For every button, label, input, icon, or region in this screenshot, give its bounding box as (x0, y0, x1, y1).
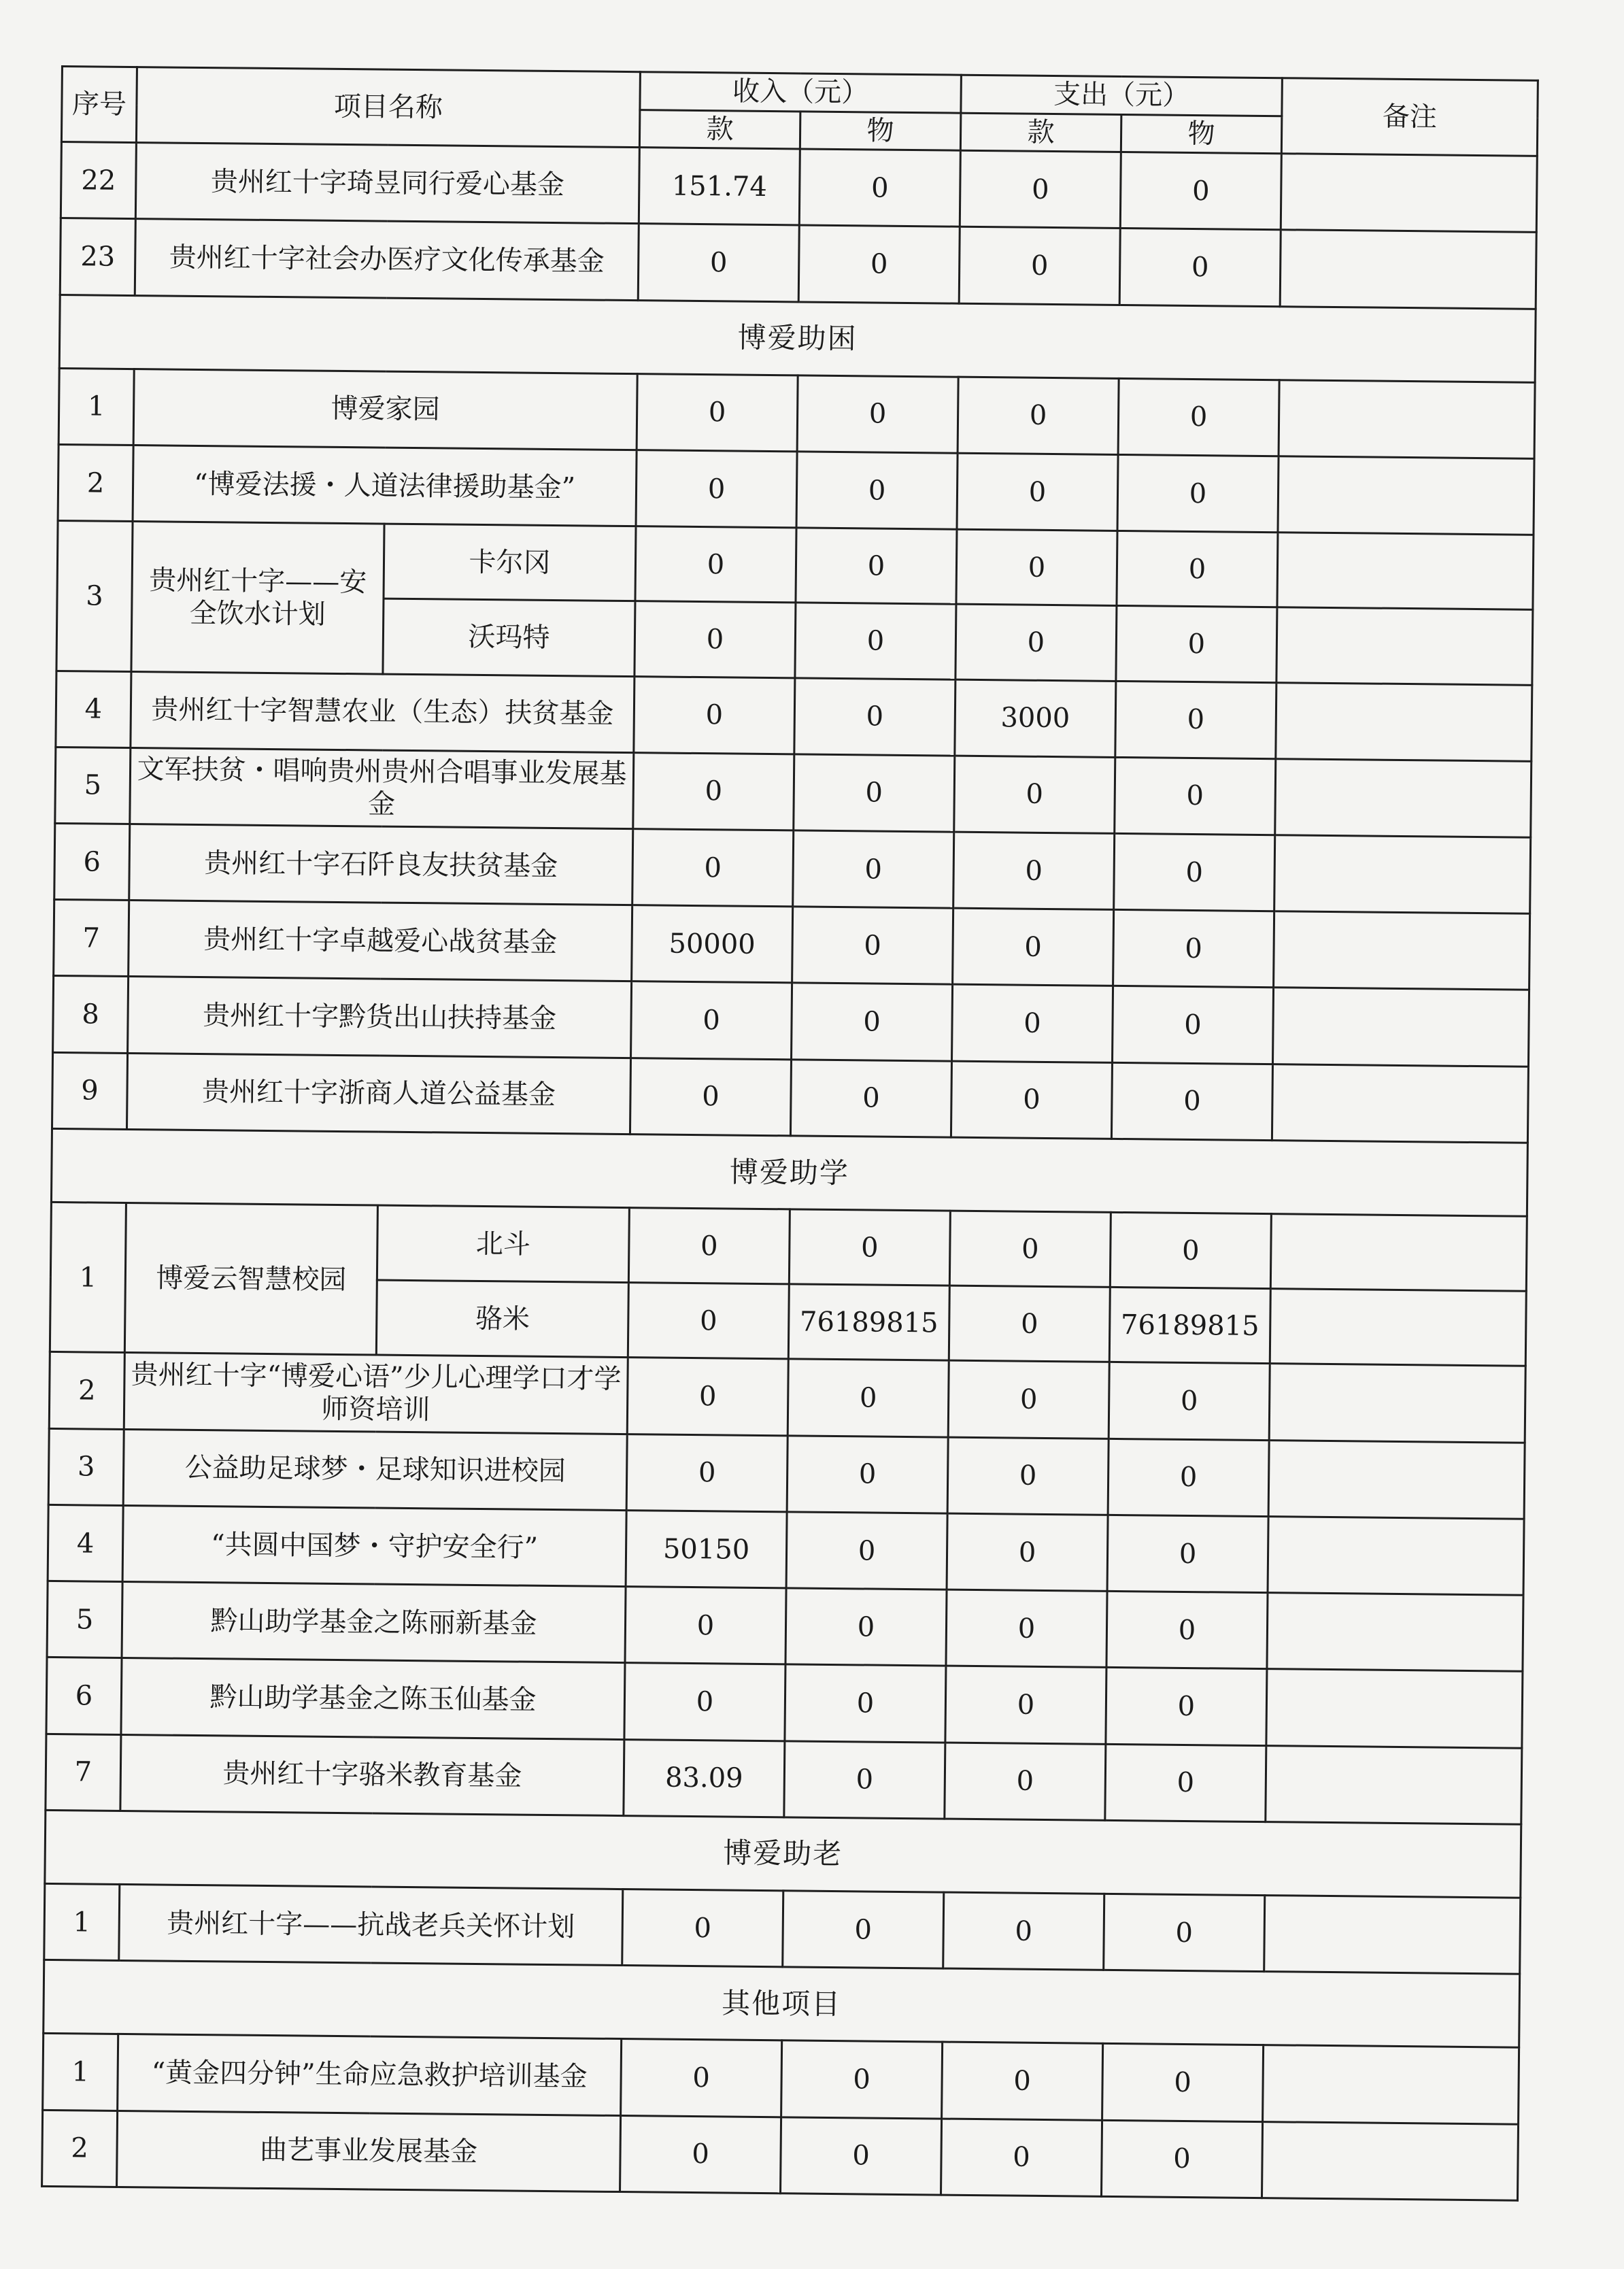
table-row (47, 1581, 1523, 1672)
row-project-name: 博爱家园 (133, 369, 637, 450)
remark-cell (1269, 1364, 1525, 1443)
row-project-name: 贵州红十字社会办医疗文化传承基金 (135, 219, 639, 300)
row-project-name: 贵州红十字卓越爱心战贫基金 (129, 901, 632, 981)
row-seq: 6 (54, 824, 130, 901)
table-row (49, 1352, 1525, 1443)
expense-cash-value: 0 (947, 1437, 1109, 1515)
income-goods-value: 0 (797, 375, 958, 453)
section-heading-row (59, 295, 1536, 382)
expense-goods-value: 0 (1102, 2044, 1264, 2121)
income-cash-value: 0 (620, 2115, 781, 2194)
row-project-name: 贵州红十字“博爱心语”少儿心理学口才学师资培训 (124, 1353, 628, 1434)
expense-cash-value: 0 (953, 908, 1114, 986)
row-seq: 2 (42, 2110, 118, 2187)
table-row (53, 976, 1529, 1066)
income-cash-value: 0 (633, 752, 794, 830)
income-goods-value: 76189815 (788, 1284, 949, 1360)
remark-cell (1275, 759, 1532, 838)
row-seq: 3 (48, 1428, 124, 1505)
expense-goods-value: 0 (1111, 1062, 1272, 1140)
income-cash-value: 50000 (632, 905, 793, 983)
expense-cash-value: 0 (945, 1666, 1106, 1743)
table-row (42, 2110, 1519, 2200)
income-cash-value: 151.74 (639, 148, 800, 225)
expense-goods-value: 0 (1101, 2120, 1262, 2198)
row-project-name: 贵州红十字——抗战老兵关怀计划 (119, 1884, 623, 1965)
table-row (46, 1658, 1523, 1748)
income-cash-value: 0 (632, 829, 794, 907)
expense-cash-value: 0 (954, 756, 1115, 833)
income-cash-value: 0 (630, 1058, 791, 1135)
row-seq: 1 (58, 368, 134, 445)
remark-cell (1276, 682, 1532, 761)
income-cash-value: 0 (635, 601, 796, 677)
remark-cell (1276, 607, 1533, 685)
row-seq: 8 (53, 976, 129, 1053)
header-expense-goods: 物 (1121, 114, 1282, 154)
income-cash-value: 0 (637, 373, 798, 451)
income-cash-value: 0 (627, 1358, 788, 1435)
income-cash-value: 0 (628, 1283, 789, 1359)
income-cash-value: 0 (638, 224, 799, 301)
income-goods-value: 0 (792, 907, 953, 984)
row-project-name: 黔山助学基金之陈丽新基金 (122, 1582, 626, 1663)
remark-cell (1281, 154, 1537, 233)
expense-cash-value: 0 (949, 1285, 1110, 1362)
table-row (46, 1734, 1522, 1824)
expense-cash-value: 0 (941, 2119, 1102, 2197)
table-row (50, 1203, 1527, 1292)
income-goods-value: 0 (781, 2117, 942, 2195)
fund-ledger-table (41, 65, 1539, 2202)
income-goods-value: 0 (796, 452, 958, 529)
table-row (58, 368, 1535, 458)
expense-cash-value: 0 (955, 605, 1117, 681)
expense-goods-value: 0 (1117, 454, 1279, 532)
income-goods-value: 0 (785, 1664, 946, 1742)
expense-cash-value: 0 (953, 832, 1115, 909)
row-seq: 4 (56, 671, 131, 747)
header-expense-cash: 款 (960, 113, 1121, 152)
row-seq: 2 (49, 1352, 124, 1429)
row-seq: 4 (48, 1505, 123, 1581)
income-cash-value: 50150 (626, 1510, 787, 1587)
income-cash-value: 0 (625, 1587, 786, 1664)
income-goods-value: 0 (790, 1060, 951, 1137)
expense-goods-value: 0 (1104, 1894, 1265, 1971)
expense-goods-value: 0 (1106, 1668, 1267, 1745)
section-title: 博爱助老 (45, 1810, 1521, 1898)
remark-cell (1266, 1669, 1523, 1748)
income-cash-value: 0 (631, 981, 792, 1059)
income-goods-value: 0 (786, 1512, 947, 1590)
table-row (52, 1052, 1528, 1143)
section-title: 博爱助困 (59, 295, 1536, 382)
expense-goods-value: 76189815 (1109, 1288, 1270, 1364)
sub-item-name: 北斗 (377, 1205, 629, 1283)
section-heading-row (44, 1960, 1520, 2048)
income-cash-value: 83.09 (624, 1739, 785, 1817)
income-cash-value: 0 (634, 676, 795, 754)
sub-item-name: 沃玛特 (383, 599, 635, 677)
section-heading-row (45, 1810, 1521, 1898)
remark-cell (1268, 1517, 1524, 1596)
income-goods-value: 0 (785, 1588, 947, 1666)
sub-item-name: 卡尔冈 (384, 524, 636, 601)
expense-goods-value: 0 (1117, 531, 1278, 607)
header-remark: 备注 (1281, 78, 1538, 156)
section-heading-row (51, 1128, 1527, 1216)
expense-cash-value: 0 (957, 453, 1118, 531)
remark-cell (1263, 2045, 1519, 2124)
income-goods-value: 0 (793, 830, 954, 908)
income-goods-value: 0 (784, 1741, 945, 1818)
table-row (48, 1505, 1524, 1595)
remark-cell (1268, 1440, 1525, 1519)
expense-goods-value: 0 (1114, 833, 1275, 911)
expense-cash-value: 0 (960, 150, 1121, 228)
sub-item-name: 骆米 (376, 1280, 628, 1358)
expense-cash-value: 0 (952, 985, 1113, 1062)
header-project-name: 项目名称 (136, 67, 640, 148)
income-cash-value: 0 (626, 1434, 788, 1511)
income-goods-value: 0 (796, 528, 957, 604)
row-project-name: 博爱云智慧校园 (124, 1203, 377, 1356)
remark-cell (1274, 911, 1530, 990)
table-row (56, 671, 1532, 761)
header-income-cash: 款 (639, 110, 800, 149)
expense-cash-value: 0 (958, 377, 1119, 454)
income-goods-value: 0 (795, 603, 956, 679)
income-goods-value: 0 (794, 678, 955, 756)
expense-cash-value: 0 (948, 1361, 1109, 1439)
table-row (54, 824, 1531, 914)
income-cash-value: 0 (621, 2039, 782, 2117)
expense-cash-value: 0 (946, 1590, 1107, 1667)
expense-goods-value: 0 (1113, 910, 1274, 988)
row-seq: 7 (46, 1734, 121, 1811)
row-project-name: 黔山助学基金之陈玉仙基金 (121, 1658, 625, 1739)
income-cash-value: 0 (635, 526, 796, 603)
row-seq: 7 (54, 900, 129, 977)
table-row (60, 218, 1536, 309)
remark-cell (1278, 456, 1534, 535)
income-goods-value: 0 (798, 225, 960, 303)
expense-cash-value: 0 (956, 529, 1117, 605)
header-income: 收入（元） (640, 72, 962, 113)
row-project-name: 贵州红十字琦昱同行爱心基金 (135, 143, 639, 224)
row-seq: 1 (43, 2034, 118, 2111)
expense-goods-value: 0 (1116, 606, 1277, 682)
income-cash-value: 0 (624, 1663, 785, 1741)
header-row (62, 67, 1538, 118)
remark-cell (1270, 1289, 1526, 1366)
expense-cash-value: 0 (942, 2042, 1103, 2119)
row-project-name: 文军扶贫・唱响贵州贵州合唱事业发展基金 (130, 747, 634, 828)
income-cash-value: 0 (628, 1208, 790, 1284)
row-seq: 23 (60, 218, 135, 295)
row-project-name: 曲艺事业发展基金 (117, 2111, 621, 2192)
expense-goods-value: 0 (1112, 986, 1273, 1064)
table-row (57, 521, 1534, 610)
expense-cash-value: 0 (943, 1892, 1104, 1970)
remark-cell (1279, 380, 1535, 459)
income-goods-value: 0 (794, 754, 955, 832)
row-project-name: 贵州红十字浙商人道公益基金 (126, 1053, 630, 1134)
expense-goods-value: 0 (1110, 1212, 1271, 1288)
row-project-name: “博爱法援・人道法律援助基金” (133, 446, 637, 526)
row-seq: 5 (47, 1581, 122, 1658)
header-income-goods: 物 (800, 112, 961, 151)
remark-cell (1280, 230, 1536, 309)
expense-goods-value: 0 (1109, 1362, 1270, 1440)
income-goods-value: 0 (783, 1891, 944, 1968)
header-seq: 序号 (61, 67, 137, 143)
income-goods-value: 0 (789, 1209, 950, 1285)
expense-goods-value: 0 (1108, 1439, 1269, 1516)
row-seq: 3 (56, 521, 133, 671)
remark-cell (1272, 1064, 1528, 1143)
section-title: 其他项目 (44, 1960, 1520, 2048)
table-row (44, 1883, 1521, 1974)
row-seq: 6 (46, 1658, 122, 1734)
expense-cash-value: 0 (951, 1061, 1112, 1139)
table-row (43, 2034, 1519, 2124)
expense-goods-value: 0 (1107, 1515, 1268, 1592)
row-seq: 5 (55, 747, 131, 824)
table-row (58, 445, 1534, 535)
row-project-name: “黄金四分钟”生命应急救护培训基金 (118, 2034, 622, 2115)
row-project-name: 贵州红十字智慧农业（生态）扶贫基金 (131, 671, 635, 752)
expense-goods-value: 0 (1105, 1744, 1266, 1821)
income-goods-value: 0 (788, 1359, 949, 1436)
expense-goods-value: 0 (1106, 1591, 1268, 1668)
remark-cell (1262, 2121, 1518, 2200)
remark-cell (1274, 835, 1531, 914)
remark-cell (1264, 1896, 1521, 1974)
income-goods-value: 0 (787, 1436, 948, 1513)
remark-cell (1272, 988, 1529, 1066)
table-row (48, 1428, 1525, 1519)
expense-cash-value: 0 (947, 1513, 1108, 1591)
remark-cell (1266, 1745, 1522, 1824)
income-goods-value: 0 (781, 2040, 943, 2118)
expense-goods-value: 0 (1120, 152, 1281, 230)
row-project-name: 贵州红十字黔货出山扶持基金 (128, 977, 632, 1058)
income-goods-value: 0 (799, 149, 960, 226)
row-project-name: 公益助足球梦・足球知识进校园 (123, 1429, 627, 1510)
expense-cash-value: 3000 (955, 679, 1116, 757)
expense-goods-value: 0 (1115, 757, 1276, 835)
row-project-name: “共圆中国梦・守护安全行” (122, 1505, 626, 1586)
expense-cash-value: 0 (959, 227, 1120, 305)
expense-goods-value: 0 (1119, 229, 1281, 306)
row-seq: 9 (52, 1052, 127, 1129)
row-seq: 2 (58, 445, 133, 522)
remark-cell (1267, 1593, 1523, 1672)
row-project-name: 贵州红十字石阡良友扶贫基金 (129, 824, 633, 905)
expense-goods-value: 0 (1115, 681, 1276, 758)
row-project-name: 贵州红十字骆米教育基金 (120, 1734, 624, 1815)
expense-goods-value: 0 (1118, 378, 1279, 456)
remark-cell (1277, 533, 1534, 610)
header-expense: 支出（元） (961, 75, 1283, 116)
table-row (54, 900, 1530, 990)
remark-cell (1270, 1214, 1527, 1292)
income-cash-value: 0 (622, 1889, 783, 1967)
expense-cash-value: 0 (945, 1743, 1106, 1820)
income-goods-value: 0 (792, 983, 953, 1060)
expense-cash-value: 0 (949, 1211, 1111, 1287)
table-row (55, 747, 1532, 837)
income-cash-value: 0 (636, 450, 797, 528)
row-project-name: 贵州红十字——安全饮水计划 (131, 522, 384, 674)
row-seq: 1 (44, 1883, 120, 1960)
row-seq: 22 (61, 142, 136, 219)
table-row (61, 142, 1537, 233)
row-seq: 1 (50, 1203, 126, 1353)
section-title: 博爱助学 (51, 1128, 1527, 1216)
